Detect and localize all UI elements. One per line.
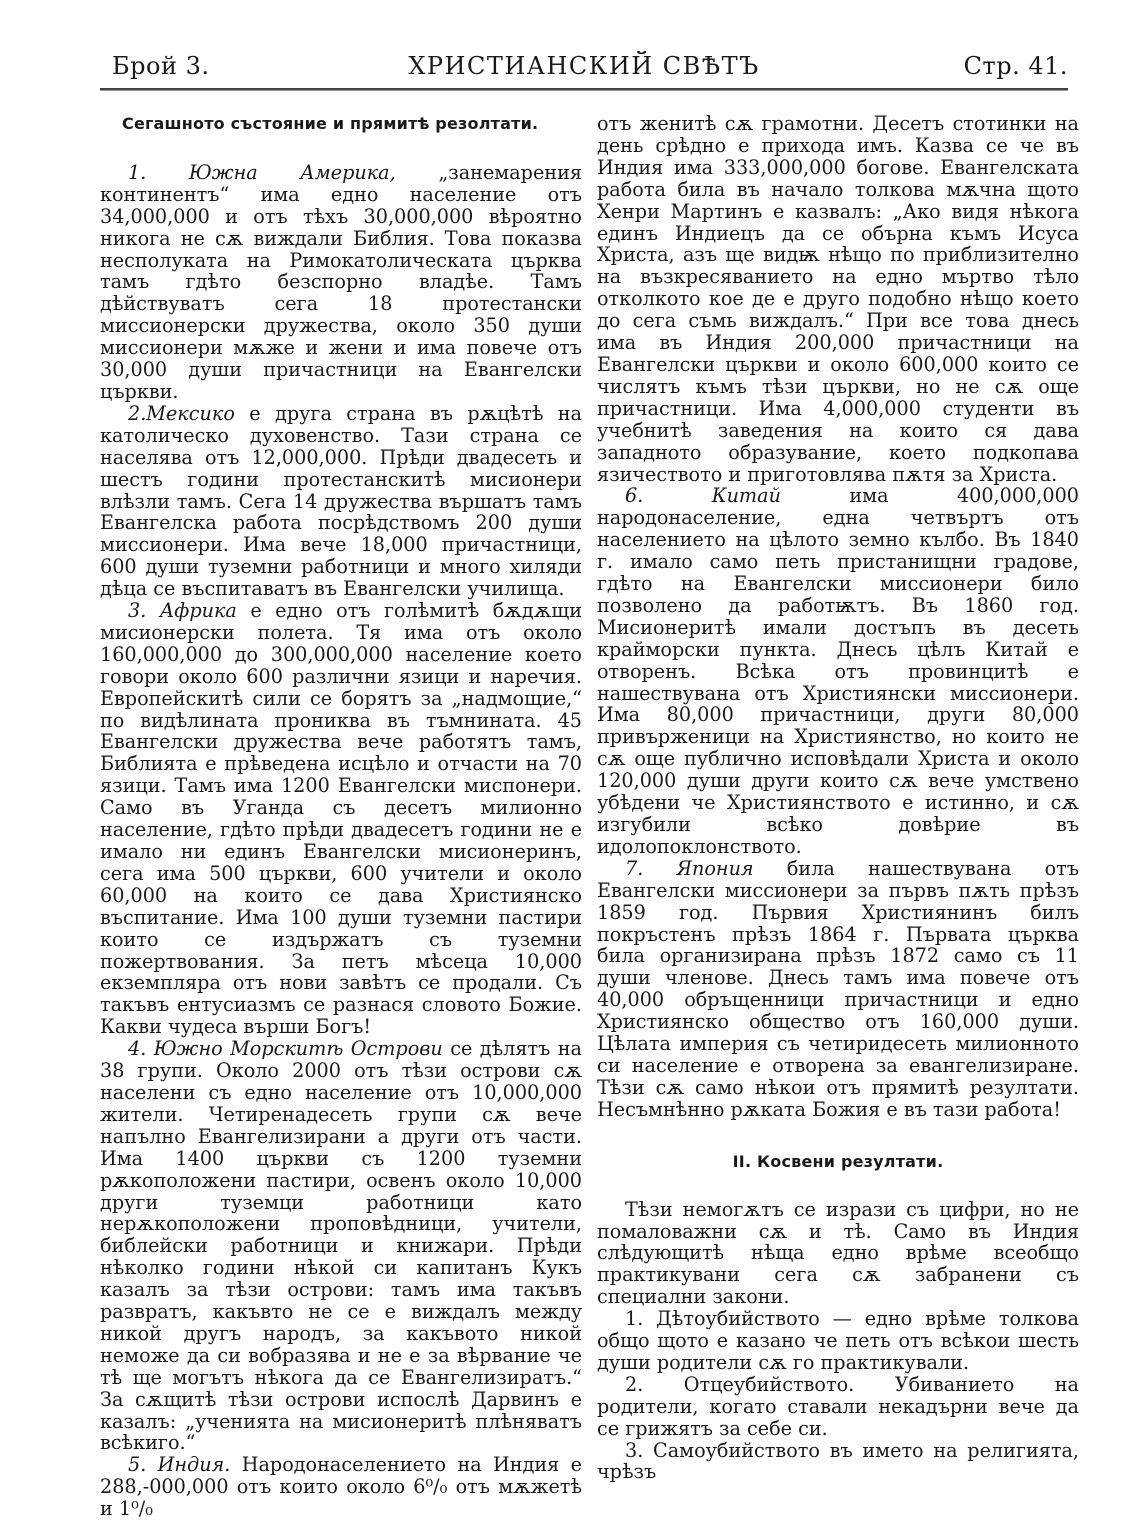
paragraph-text: „занемарения континентъ“ има едно население отъ 34,000,000 и отъ тѣхъ 30,000,000 вѣроятно никога не сѫ виждали Библия. Това показва несполуката на Римокатолическата църква тамъ гдѣто безспорно владѣе. Тамъ дѣйствуватъ сега 18 протестански миссионерски дружества, около 350 души миссионери мѫже и жени и има повече отъ 30,000 души причастници на Евангелски църкви. xyxy=(100,160,582,403)
paragraph-label: 6. Китай xyxy=(625,484,781,508)
paragraph-text: е друга страна въ рѫцѣтѣ на католическо духовенство. Тази страна се населява отъ 12,000,000. Прѣди двадесеть и шестъ години протестанскитѣ мисионери влѣзли тамъ. Сега 14 дружества вършатъ тамъ Евангелска работа посрѣдствомъ 200 души миссионери. Има вече 18,000 причастници, 600 души туземни работници и много хиляди дѣца се въспитаватъ въ Евангелски училища. xyxy=(100,401,582,601)
paragraph-japan xyxy=(597,858,1079,1121)
section-heading: Сегашното състояние и прямитѣ резолтати. xyxy=(122,114,539,133)
paragraph-china xyxy=(597,485,1079,857)
paragraph-south-america xyxy=(100,162,582,403)
page-number: Стр. 41. xyxy=(963,52,1068,80)
page-header xyxy=(100,52,1068,86)
section-heading-indirect-results: II. Косвени резултати. xyxy=(732,1151,944,1171)
paragraph-africa xyxy=(100,600,582,1038)
left-column xyxy=(100,113,582,1520)
journal-page xyxy=(100,52,1080,1520)
paragraph-text: има 400,000,000 народонаселение, една четвъртъ отъ населението на цѣлото земно кълбо. Въ 1840 г. имало само петь пристанищни градове, гдѣто на Евангелски миссионери било позволено да работѭтъ. Въ 1860 год. Мисионеритѣ имали достъпъ въ десеть крайморски пункта. Днесь цѣлъ Китай е отворенъ. Всѣка отъ провинцитѣ е нашествувана отъ Християнски миссионери. Има 80,000 причастници, други 80,000 привърженици на Християнство, но които не сѫ още публично исповѣдали Христа и около 120,000 души други които сѫ вече умствено убѣдени че Християнството е истинно, и сѫ изгубили всѣко довѣрие въ идолопоклонството. xyxy=(597,484,1080,858)
paragraph-label: 7. Япония xyxy=(625,856,754,880)
paragraph-text: е едно отъ голѣмитѣ бѫдѫщи мисионерски полета. Тя има отъ около 160,000,000 до 300,000,000 население което говори около 600 различни язици и наречия. Европейскитѣ сили се борятъ за „надмощие,“ по видѣлината прониква въ тъмнината. 45 Евангелски дружества вече работятъ тамъ, Библията е прѣведена исцѣло и отчасти на 70 язици. Тамъ има 1200 Евангелски миспонери. Само въ Уганда съ десетъ милионно население, гдѣто прѣди двадесетъ години не е имало ни единъ Евангелски мисионеринъ, сега има 500 църкви, 600 учители и около 60,000 на които се дава Християнско въспитание. Има 100 души туземни пастири които се издържатъ съ туземни пожертвования. За петъ мѣсеца 10,000 екземпляра отъ нови завѣтъ се продали. Съ такъвъ ентусиазмъ се разнася словото Божие. Какви чудеса върши Богъ! xyxy=(100,599,583,1039)
paragraph-label: 3. Африка xyxy=(128,599,237,623)
paragraph-label: 5. Индия. xyxy=(128,1453,231,1477)
paragraph-text: Народонаселението на Индия е 288,-000,000 отъ които около 6⁰/₀ отъ мѫжетѣ и 1⁰/₀ xyxy=(100,1453,582,1520)
issue-number: Брой 3. xyxy=(112,52,210,80)
paragraph-label: 4. Южно Морскитѣ Острови xyxy=(128,1037,443,1061)
paragraph-label: 2.Мексико xyxy=(128,401,235,425)
paragraph-india-continued: отъ женитѣ сѫ грамотни. Десетъ стотинки на день срѣдно е прихода имъ. Казва се че въ Индия има 333,000,000 богове. Евангелската работа била въ начало толкова мѫчна щото Хенри Мартинъ е казвалъ: „Ако видя нѣкога единъ Индиецъ да се обърна къмъ Исуса Христа, азъ ще видѭ нѣщо по приблизително на възкресяванието на едно мъртво тѣло отколкото кое де е друго подобно нѣщо което до сега съмь виждалъ.“ При все това днесь има въ Индия 200,000 причастници на Евангелски църкви и около 600,000 които се числятъ къмъ тѣзи църкви, но не сѫ още причастници. Има 4,000,000 студенти въ учебнитѣ заведения на които ся дава западното образувание, което подкопава язичеството и приготовлява пѫтя за Христа. xyxy=(597,112,1079,486)
header-rule xyxy=(100,88,1068,91)
journal-title: ХРИСТИАНСКИЙ СВѢТЪ xyxy=(408,52,760,80)
right-column xyxy=(597,113,1079,1483)
paragraph-indirect-intro: Тѣзи немогѫтъ се изрази съ цифри, но не помаловажни сѫ и тѣ. Само въ Индия слѣдующитѣ нѣща едно врѣме всеобщо практикувани сега сѫ забранени съ специални закони. xyxy=(597,1197,1079,1309)
paragraph-mexico xyxy=(100,403,582,600)
list-item: 2. Отцеубийството. Убиванието на родители, когато ставали некадърни вече да се грижятъ за себе си. xyxy=(597,1372,1079,1440)
paragraph-south-sea-islands xyxy=(100,1038,582,1454)
list-item: 3. Самоубийството въ името на религията, чрѣзъ xyxy=(597,1438,1079,1484)
list-item: 1. Дѣтоубийството — едно врѣме толкова общо щото е казано че петь отъ всѣкои шесть души родители сѫ го практикували. xyxy=(597,1307,1079,1374)
paragraph-text: се дѣлятъ на 38 групи. Около 2000 отъ тѣзи острови сѫ населени съ едно население отъ 10,000,000 жители. Четиренадесеть групи сѫ вече напълно Евангелизирани а други отъ части. Има 1400 църкви съ 1200 туземни рѫкоположени пастири, освенъ около 10,000 други туземци работници като нерѫкоположени проповѣдници, учители, библейски работници и книжари. Прѣди нѣколко години нѣкой си капитанъ Кукъ казалъ за тѣзи острови: тамъ има такъвъ развратъ, какъвто не се е виждалъ между никой другъ народъ, за какъвото никой неможе да си вобразява и не е за вѣрвание че тѣ ще могътъ нѣкога да се Евангелизиратъ.“ За сѫщитѣ тѣзи острови испослѣ Дарвинъ е казалъ: „ученията на мисионеритѣ плѣняватъ всѣкиго.“ xyxy=(100,1037,582,1455)
paragraph-text: била нашествувана отъ Евангелски миссионери за първъ пѫть прѣзъ 1859 год. Първия Християнинъ билъ покръстенъ прѣзъ 1864 г. Първата църква била организирана прѣзъ 1872 само съ 11 души членове. Днесь тамъ има повече отъ 40,000 обръщенници причастници и едно Християнско общество отъ 160,000 души. Цѣлата империя съ четиридесеть милионното си население е отворена за евангелизиране. Тѣзи сѫ само нѣкои отъ прямитѣ резултати. Несъмнѣнно рѫката Божия е въ тази работа! xyxy=(597,856,1079,1121)
paragraph-india xyxy=(100,1454,582,1520)
paragraph-label: 1. Южна Америка, xyxy=(128,160,396,184)
